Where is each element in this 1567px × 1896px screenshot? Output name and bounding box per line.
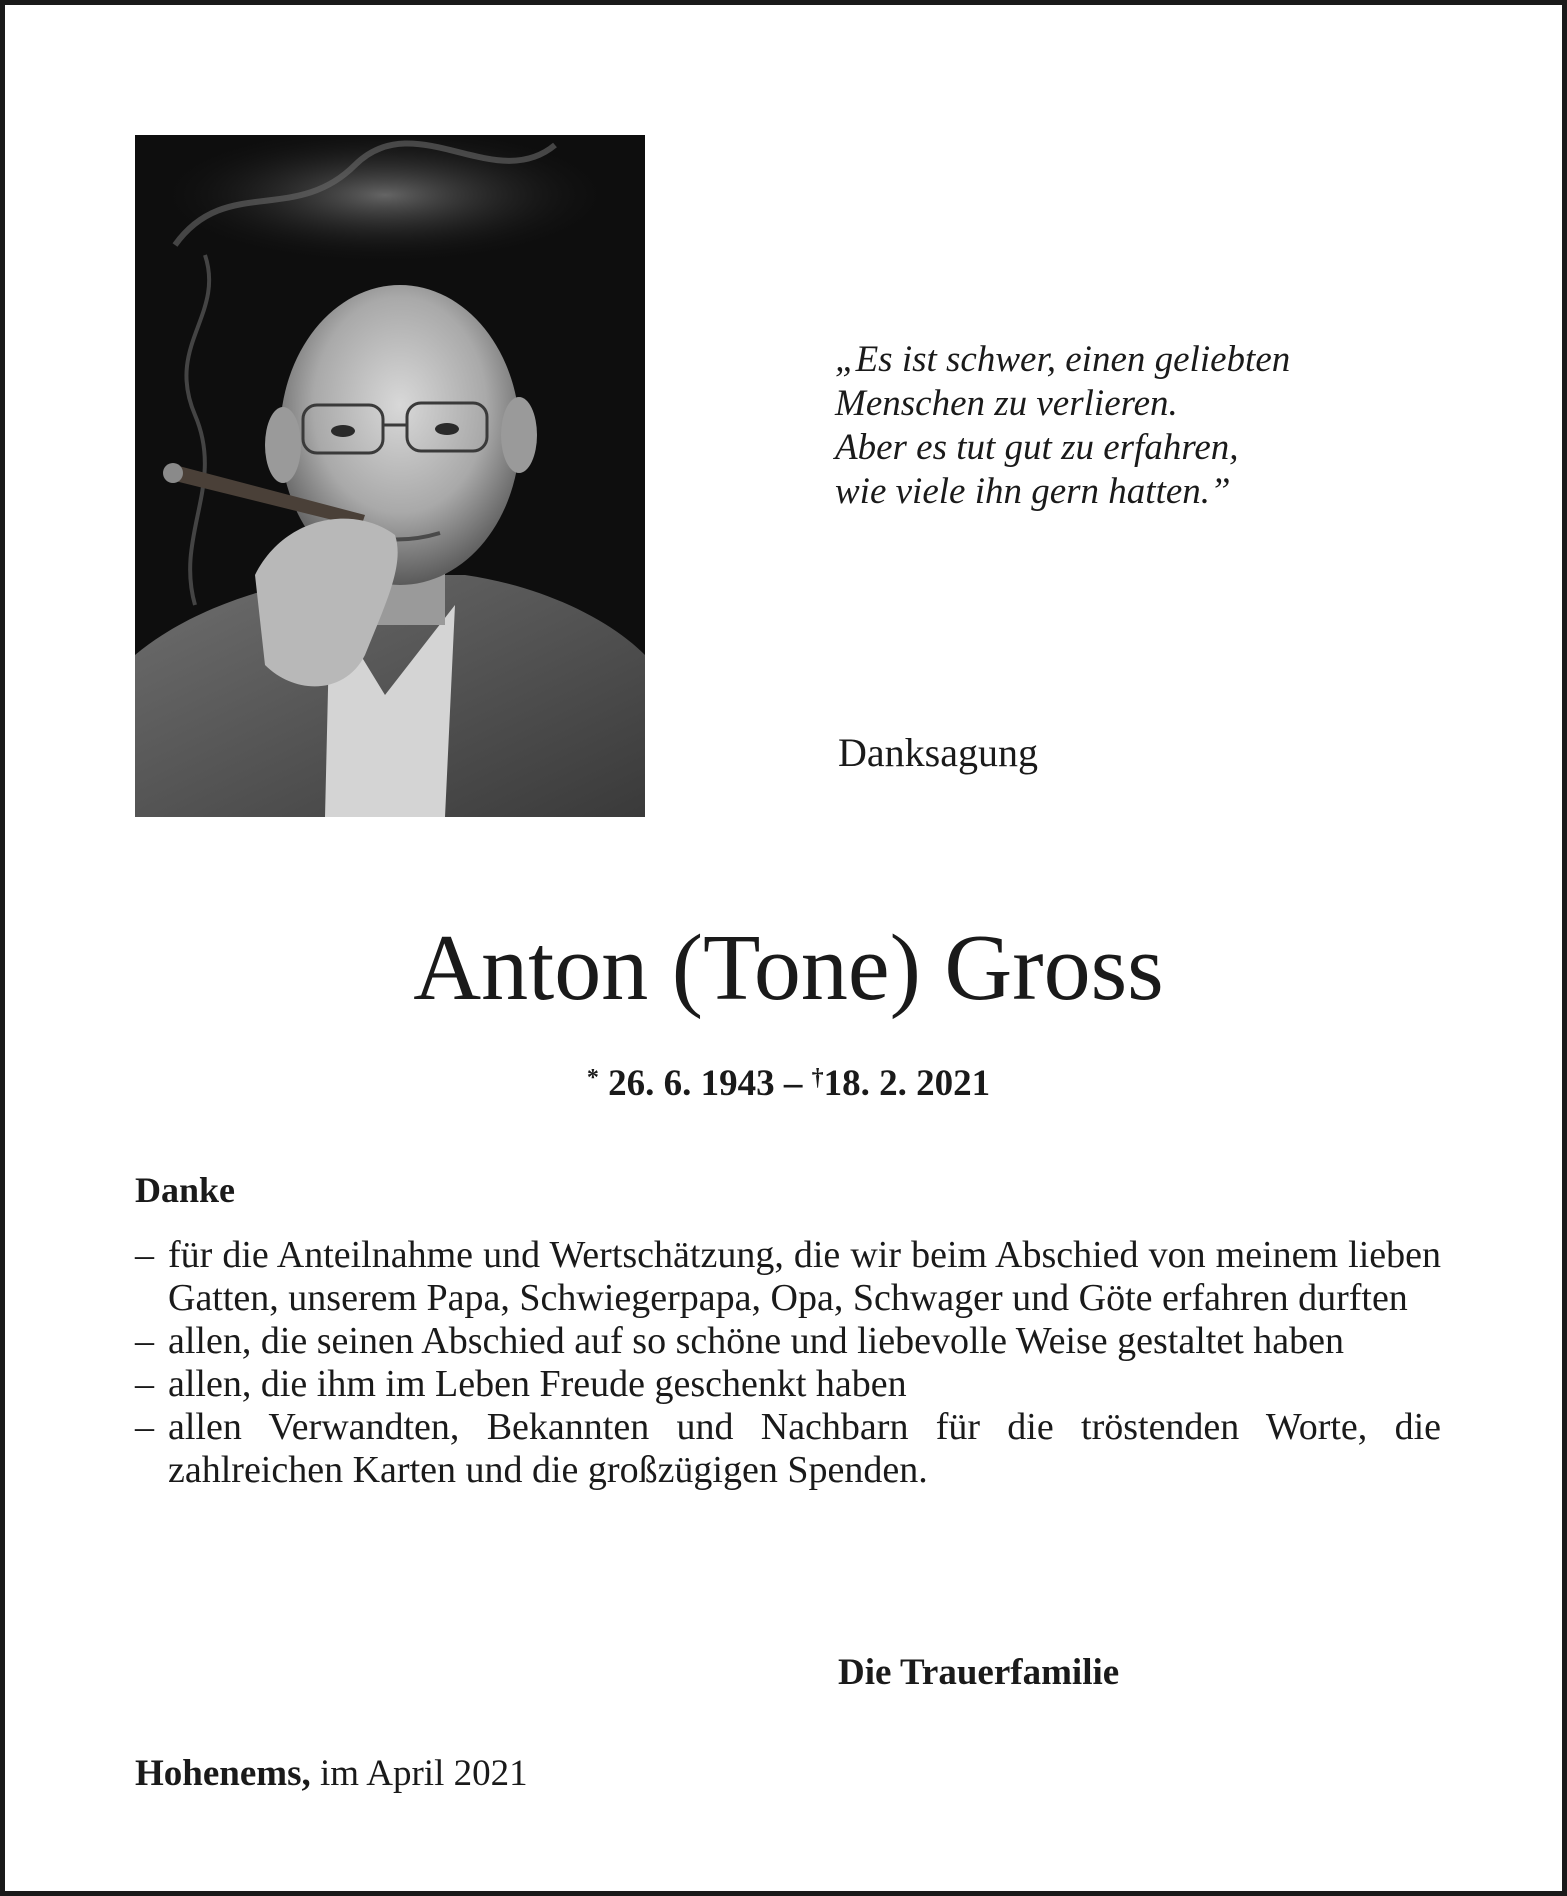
list-dash: – — [135, 1363, 154, 1405]
quote-line: wie viele ihn gern hatten.” — [835, 471, 1231, 512]
list-item-text: allen, die ihm im Leben Freude geschenkt haben — [168, 1363, 907, 1405]
deceased-name: Anton (Tone) Gross — [413, 916, 1164, 1020]
birth-date: 26. 6. 1943 — [608, 1063, 775, 1104]
danke-heading: Danke — [135, 1170, 236, 1210]
list-dash: – — [135, 1234, 154, 1276]
list-item-text: allen, die seinen Abschied auf so schöne und liebevolle Weise gestaltet haben — [168, 1320, 1344, 1362]
portrait-illustration — [135, 135, 645, 817]
list-dash: – — [135, 1320, 154, 1362]
list-item — [135, 1363, 1441, 1406]
place-and-date — [135, 1751, 528, 1797]
list-dash: – — [135, 1406, 154, 1448]
list-item — [135, 1234, 1441, 1320]
list-item — [135, 1406, 1441, 1492]
birth-symbol: * — [586, 1065, 599, 1091]
list-item-text: für die Anteilnahme und Wertschätzung, die wir beim Abschied von meinem lieben Gatten, unserem Papa, Schwiegerpapa, Opa, Schwager und Göte erfahren durften — [168, 1234, 1441, 1319]
death-symbol: † — [811, 1065, 824, 1091]
list-item — [135, 1320, 1441, 1363]
quote-line: Menschen zu verlieren. — [835, 383, 1178, 424]
quote-line: „Es ist schwer, einen geliebten — [835, 339, 1291, 380]
danksagung-heading: Danksagung — [838, 730, 1038, 775]
place-name: Hohenems, — [135, 1753, 311, 1794]
death-date: 18. 2. 2021 — [823, 1063, 991, 1104]
dates-separator: – — [783, 1063, 803, 1104]
life-dates — [5, 1061, 1567, 1107]
portrait-photo — [135, 135, 645, 817]
memorial-quote — [835, 338, 1475, 514]
list-item-text: allen Verwandten, Bekannten und Nachbarn für die tröstenden Worte, die zahlreichen Karten und die großzügigen Spenden. — [168, 1406, 1441, 1491]
date-text: im April 2021 — [320, 1753, 528, 1794]
quote-line: Aber es tut gut zu erfahren, — [835, 427, 1239, 468]
family-signature: Die Trauerfamilie — [838, 1652, 1120, 1693]
thanks-list — [135, 1234, 1441, 1492]
